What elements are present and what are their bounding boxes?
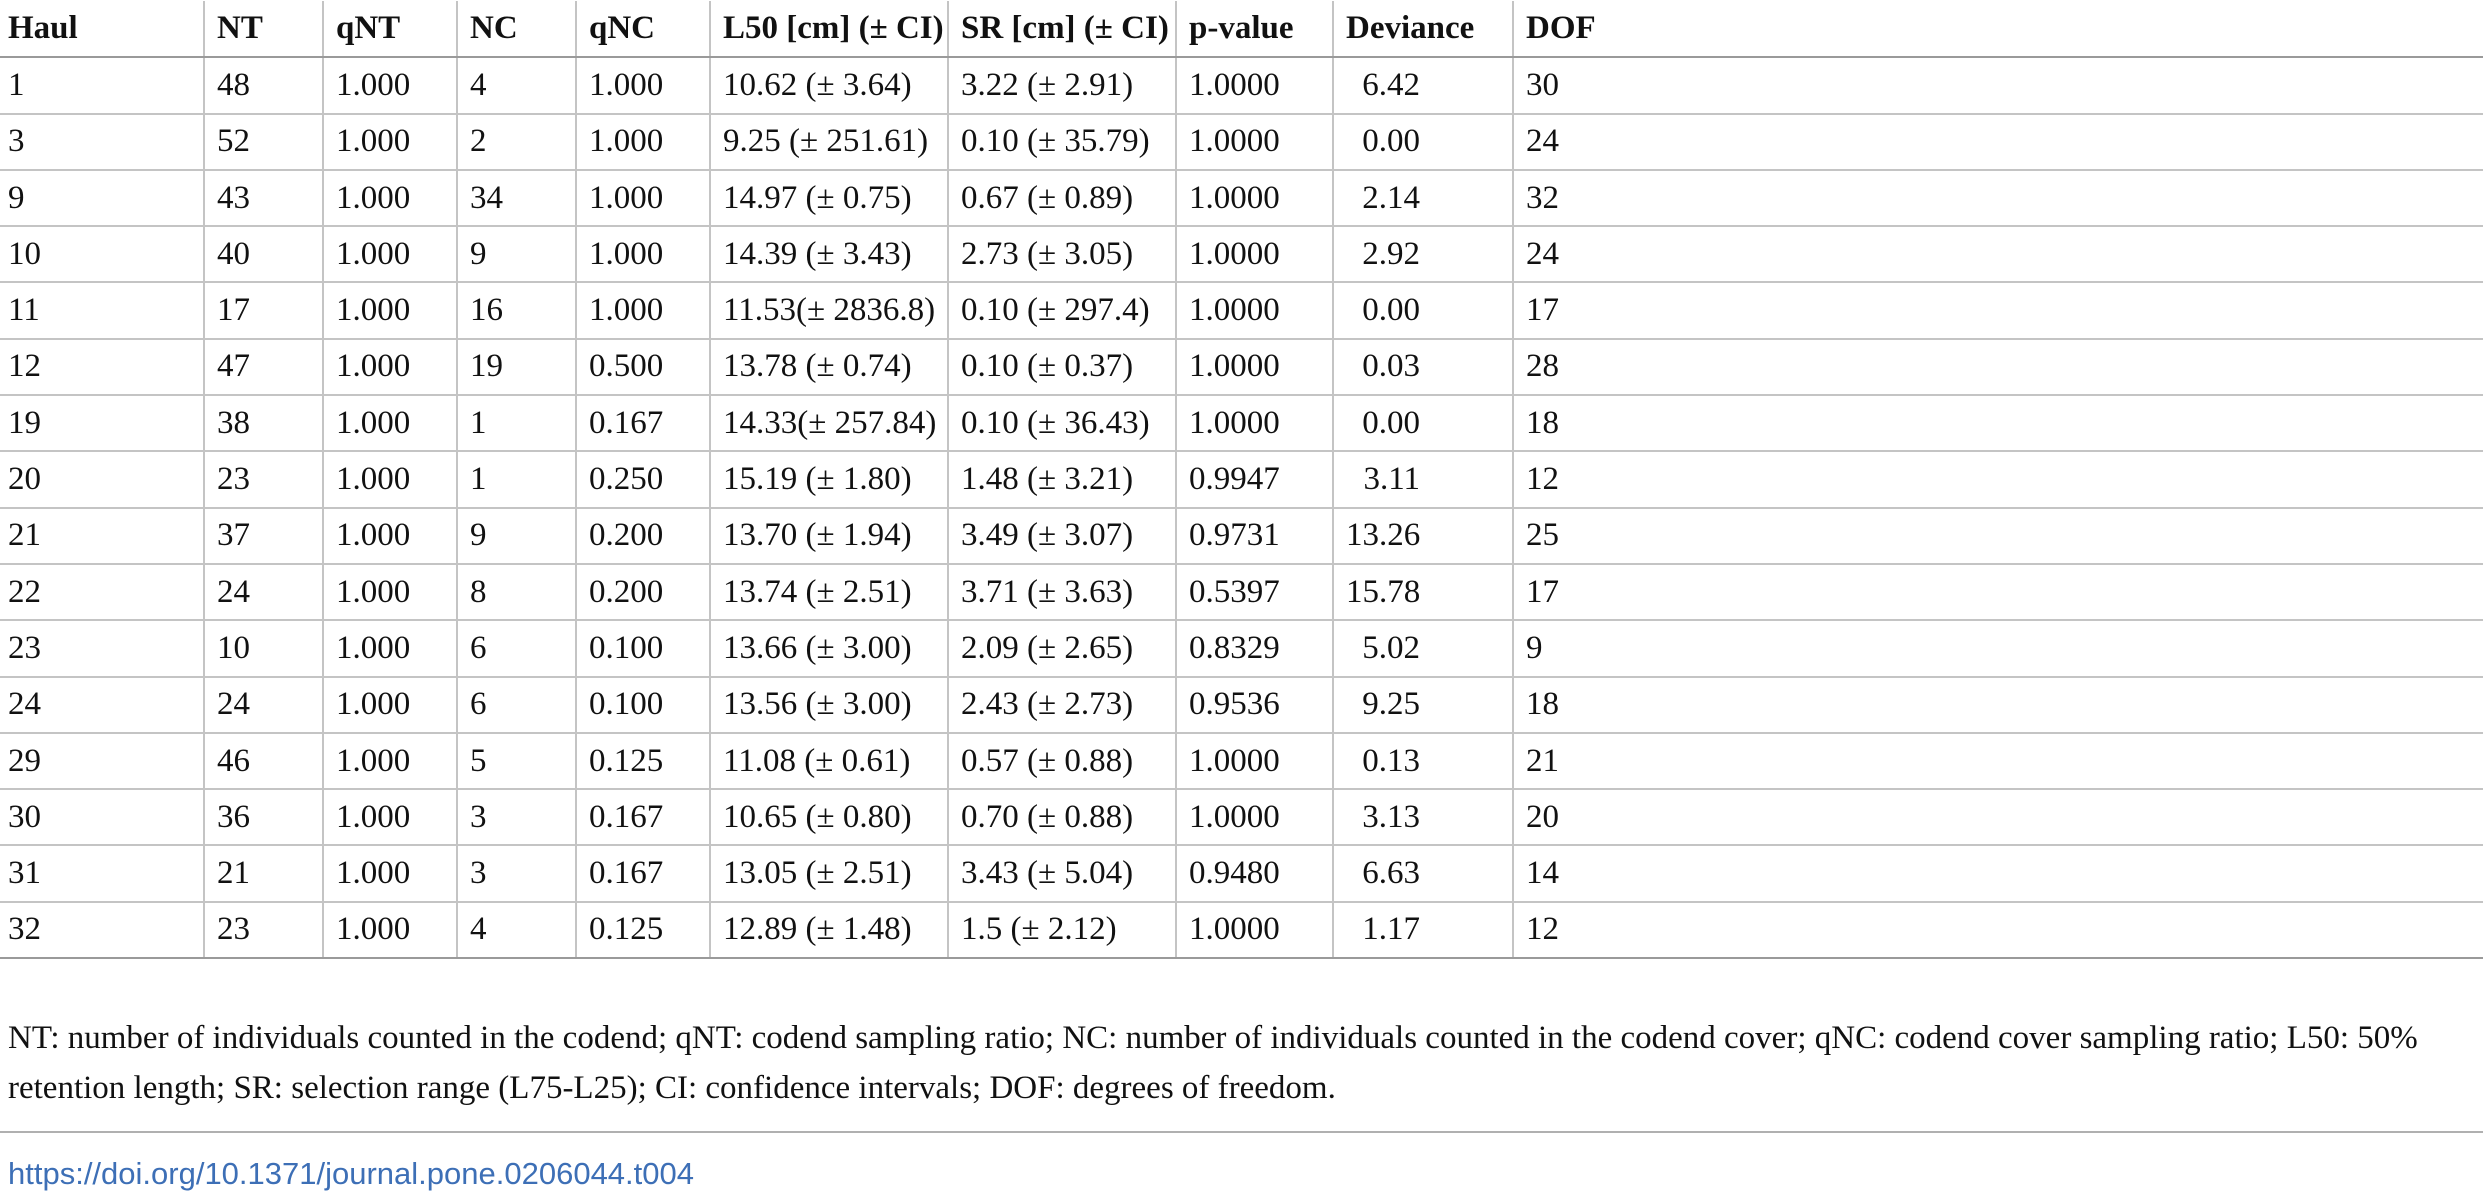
cell-sr: 0.67 (± 0.89)	[948, 170, 1176, 226]
cell-deviance: 0.00	[1333, 114, 1513, 170]
cell-sr: 3.71 (± 3.63)	[948, 564, 1176, 620]
cell-haul: 20	[0, 451, 204, 507]
cell-dof: 12	[1513, 902, 2483, 958]
cell-l50: 10.65 (± 0.80)	[710, 789, 948, 845]
col-header-p-value: p-value	[1176, 1, 1333, 57]
cell-l50: 15.19 (± 1.80)	[710, 451, 948, 507]
table-body	[0, 57, 2483, 958]
table-row	[0, 845, 2483, 901]
table-footnote: NT: number of individuals counted in the codend; qNT: codend sampling ratio; NC: number of individuals counted in the codend cover; qNC: codend cover sampling ratio; L50: 50% retention length; SR: selection range (L75-L25); CI: confidence intervals; DOF: degrees of freedom.	[8, 1020, 2418, 1106]
cell-p-value: 0.5397	[1176, 564, 1333, 620]
cell-nt: 24	[204, 677, 323, 733]
cell-nc: 2	[457, 114, 576, 170]
cell-haul: 19	[0, 395, 204, 451]
cell-p-value: 1.0000	[1176, 733, 1333, 789]
cell-nt: 10	[204, 620, 323, 676]
table-row	[0, 733, 2483, 789]
cell-dof: 21	[1513, 733, 2483, 789]
cell-qnt: 1.000	[323, 114, 457, 170]
cell-qnc: 0.250	[576, 451, 710, 507]
cell-haul: 31	[0, 845, 204, 901]
col-header-l50: L50 [cm] (± CI)	[710, 1, 948, 57]
cell-deviance: 3.11	[1333, 451, 1513, 507]
cell-deviance: 13.26	[1333, 508, 1513, 564]
cell-qnc: 0.167	[576, 789, 710, 845]
cell-nc: 16	[457, 282, 576, 338]
cell-p-value: 0.9947	[1176, 451, 1333, 507]
table-row	[0, 620, 2483, 676]
cell-qnt: 1.000	[323, 451, 457, 507]
cell-nt: 48	[204, 57, 323, 113]
cell-nc: 4	[457, 57, 576, 113]
col-header-sr: SR [cm] (± CI)	[948, 1, 1176, 57]
cell-deviance: 5.02	[1333, 620, 1513, 676]
cell-sr: 2.43 (± 2.73)	[948, 677, 1176, 733]
cell-sr: 0.10 (± 36.43)	[948, 395, 1176, 451]
cell-p-value: 0.9536	[1176, 677, 1333, 733]
cell-haul: 12	[0, 339, 204, 395]
table-row	[0, 508, 2483, 564]
cell-dof: 14	[1513, 845, 2483, 901]
cell-nc: 34	[457, 170, 576, 226]
cell-qnt: 1.000	[323, 395, 457, 451]
cell-nt: 40	[204, 226, 323, 282]
cell-l50: 9.25 (± 251.61)	[710, 114, 948, 170]
cell-l50: 13.70 (± 1.94)	[710, 508, 948, 564]
cell-qnt: 1.000	[323, 564, 457, 620]
cell-haul: 22	[0, 564, 204, 620]
cell-deviance: 1.17	[1333, 902, 1513, 958]
cell-qnt: 1.000	[323, 57, 457, 113]
cell-deviance: 0.00	[1333, 282, 1513, 338]
cell-qnt: 1.000	[323, 789, 457, 845]
cell-qnt: 1.000	[323, 226, 457, 282]
cell-nt: 36	[204, 789, 323, 845]
table-row	[0, 451, 2483, 507]
cell-p-value: 1.0000	[1176, 789, 1333, 845]
cell-sr: 0.10 (± 297.4)	[948, 282, 1176, 338]
cell-haul: 29	[0, 733, 204, 789]
footer-divider	[0, 1131, 2483, 1133]
cell-deviance: 0.13	[1333, 733, 1513, 789]
cell-deviance: 3.13	[1333, 789, 1513, 845]
cell-dof: 12	[1513, 451, 2483, 507]
cell-qnc: 0.200	[576, 564, 710, 620]
cell-nc: 5	[457, 733, 576, 789]
cell-qnt: 1.000	[323, 733, 457, 789]
cell-haul: 11	[0, 282, 204, 338]
cell-haul: 21	[0, 508, 204, 564]
cell-qnt: 1.000	[323, 845, 457, 901]
col-header-dof: DOF	[1513, 1, 2483, 57]
cell-nt: 24	[204, 564, 323, 620]
cell-sr: 1.48 (± 3.21)	[948, 451, 1176, 507]
cell-deviance: 6.42	[1333, 57, 1513, 113]
cell-l50: 11.08 (± 0.61)	[710, 733, 948, 789]
cell-deviance: 2.92	[1333, 226, 1513, 282]
cell-qnc: 0.100	[576, 620, 710, 676]
cell-l50: 13.56 (± 3.00)	[710, 677, 948, 733]
cell-qnt: 1.000	[323, 339, 457, 395]
data-table	[0, 1, 2483, 959]
cell-nt: 23	[204, 451, 323, 507]
cell-nc: 19	[457, 339, 576, 395]
cell-l50: 11.53(± 2836.8)	[710, 282, 948, 338]
cell-deviance: 9.25	[1333, 677, 1513, 733]
cell-nt: 46	[204, 733, 323, 789]
col-header-qnc: qNC	[576, 1, 710, 57]
cell-qnt: 1.000	[323, 170, 457, 226]
cell-qnc: 0.100	[576, 677, 710, 733]
cell-l50: 13.05 (± 2.51)	[710, 845, 948, 901]
cell-nc: 4	[457, 902, 576, 958]
table-row	[0, 114, 2483, 170]
cell-qnc: 1.000	[576, 170, 710, 226]
cell-deviance: 6.63	[1333, 845, 1513, 901]
cell-haul: 3	[0, 114, 204, 170]
cell-qnc: 0.167	[576, 845, 710, 901]
cell-deviance: 0.03	[1333, 339, 1513, 395]
cell-p-value: 0.9731	[1176, 508, 1333, 564]
cell-nt: 23	[204, 902, 323, 958]
cell-nc: 6	[457, 620, 576, 676]
col-header-nc: NC	[457, 1, 576, 57]
cell-dof: 25	[1513, 508, 2483, 564]
cell-nt: 52	[204, 114, 323, 170]
cell-qnt: 1.000	[323, 902, 457, 958]
cell-haul: 1	[0, 57, 204, 113]
cell-dof: 32	[1513, 170, 2483, 226]
cell-nc: 1	[457, 451, 576, 507]
cell-p-value: 1.0000	[1176, 57, 1333, 113]
cell-p-value: 1.0000	[1176, 339, 1333, 395]
cell-qnt: 1.000	[323, 282, 457, 338]
cell-qnc: 1.000	[576, 57, 710, 113]
cell-deviance: 2.14	[1333, 170, 1513, 226]
cell-qnc: 1.000	[576, 226, 710, 282]
cell-nc: 9	[457, 226, 576, 282]
cell-haul: 10	[0, 226, 204, 282]
cell-deviance: 15.78	[1333, 564, 1513, 620]
cell-sr: 1.5 (± 2.12)	[948, 902, 1176, 958]
cell-nc: 1	[457, 395, 576, 451]
cell-dof: 20	[1513, 789, 2483, 845]
table-header	[0, 1, 2483, 57]
cell-sr: 2.73 (± 3.05)	[948, 226, 1176, 282]
cell-haul: 32	[0, 902, 204, 958]
cell-haul: 9	[0, 170, 204, 226]
table-row	[0, 902, 2483, 958]
table-row	[0, 170, 2483, 226]
cell-sr: 3.49 (± 3.07)	[948, 508, 1176, 564]
cell-p-value: 1.0000	[1176, 902, 1333, 958]
cell-nt: 21	[204, 845, 323, 901]
cell-nt: 17	[204, 282, 323, 338]
cell-qnc: 1.000	[576, 282, 710, 338]
cell-l50: 14.33(± 257.84)	[710, 395, 948, 451]
cell-l50: 14.39 (± 3.43)	[710, 226, 948, 282]
cell-sr: 2.09 (± 2.65)	[948, 620, 1176, 676]
cell-l50: 13.74 (± 2.51)	[710, 564, 948, 620]
cell-haul: 30	[0, 789, 204, 845]
cell-nt: 43	[204, 170, 323, 226]
cell-nc: 8	[457, 564, 576, 620]
cell-nc: 9	[457, 508, 576, 564]
cell-nc: 3	[457, 789, 576, 845]
cell-p-value: 0.9480	[1176, 845, 1333, 901]
cell-dof: 24	[1513, 226, 2483, 282]
cell-p-value: 1.0000	[1176, 114, 1333, 170]
cell-l50: 14.97 (± 0.75)	[710, 170, 948, 226]
table-row	[0, 339, 2483, 395]
cell-l50: 12.89 (± 1.48)	[710, 902, 948, 958]
cell-dof: 30	[1513, 57, 2483, 113]
table-row	[0, 57, 2483, 113]
cell-sr: 3.43 (± 5.04)	[948, 845, 1176, 901]
cell-dof: 24	[1513, 114, 2483, 170]
cell-qnc: 0.125	[576, 733, 710, 789]
cell-deviance: 0.00	[1333, 395, 1513, 451]
cell-p-value: 1.0000	[1176, 226, 1333, 282]
cell-qnt: 1.000	[323, 677, 457, 733]
cell-p-value: 1.0000	[1176, 170, 1333, 226]
cell-qnt: 1.000	[323, 620, 457, 676]
cell-sr: 3.22 (± 2.91)	[948, 57, 1176, 113]
cell-sr: 0.57 (± 0.88)	[948, 733, 1176, 789]
cell-dof: 9	[1513, 620, 2483, 676]
cell-nc: 6	[457, 677, 576, 733]
cell-dof: 28	[1513, 339, 2483, 395]
cell-l50: 13.66 (± 3.00)	[710, 620, 948, 676]
col-header-haul: Haul	[0, 1, 204, 57]
cell-haul: 24	[0, 677, 204, 733]
cell-sr: 0.10 (± 0.37)	[948, 339, 1176, 395]
cell-qnt: 1.000	[323, 508, 457, 564]
cell-dof: 17	[1513, 564, 2483, 620]
cell-p-value: 0.8329	[1176, 620, 1333, 676]
cell-dof: 17	[1513, 282, 2483, 338]
table-row	[0, 789, 2483, 845]
cell-nt: 47	[204, 339, 323, 395]
col-header-deviance: Deviance	[1333, 1, 1513, 57]
col-header-qnt: qNT	[323, 1, 457, 57]
cell-l50: 13.78 (± 0.74)	[710, 339, 948, 395]
cell-nt: 37	[204, 508, 323, 564]
cell-sr: 0.70 (± 0.88)	[948, 789, 1176, 845]
cell-qnc: 0.125	[576, 902, 710, 958]
cell-qnc: 1.000	[576, 114, 710, 170]
table-row	[0, 677, 2483, 733]
cell-dof: 18	[1513, 677, 2483, 733]
col-header-nt: NT	[204, 1, 323, 57]
doi-link[interactable]: https://doi.org/10.1371/journal.pone.0206044.t004	[8, 1156, 694, 1191]
table-row	[0, 395, 2483, 451]
cell-p-value: 1.0000	[1176, 282, 1333, 338]
cell-l50: 10.62 (± 3.64)	[710, 57, 948, 113]
header-row	[0, 1, 2483, 57]
cell-nt: 38	[204, 395, 323, 451]
cell-haul: 23	[0, 620, 204, 676]
cell-nc: 3	[457, 845, 576, 901]
table-row	[0, 564, 2483, 620]
cell-dof: 18	[1513, 395, 2483, 451]
table-row	[0, 282, 2483, 338]
cell-qnc: 0.167	[576, 395, 710, 451]
cell-p-value: 1.0000	[1176, 395, 1333, 451]
cell-sr: 0.10 (± 35.79)	[948, 114, 1176, 170]
cell-qnc: 0.200	[576, 508, 710, 564]
cell-qnc: 0.500	[576, 339, 710, 395]
table-row	[0, 226, 2483, 282]
